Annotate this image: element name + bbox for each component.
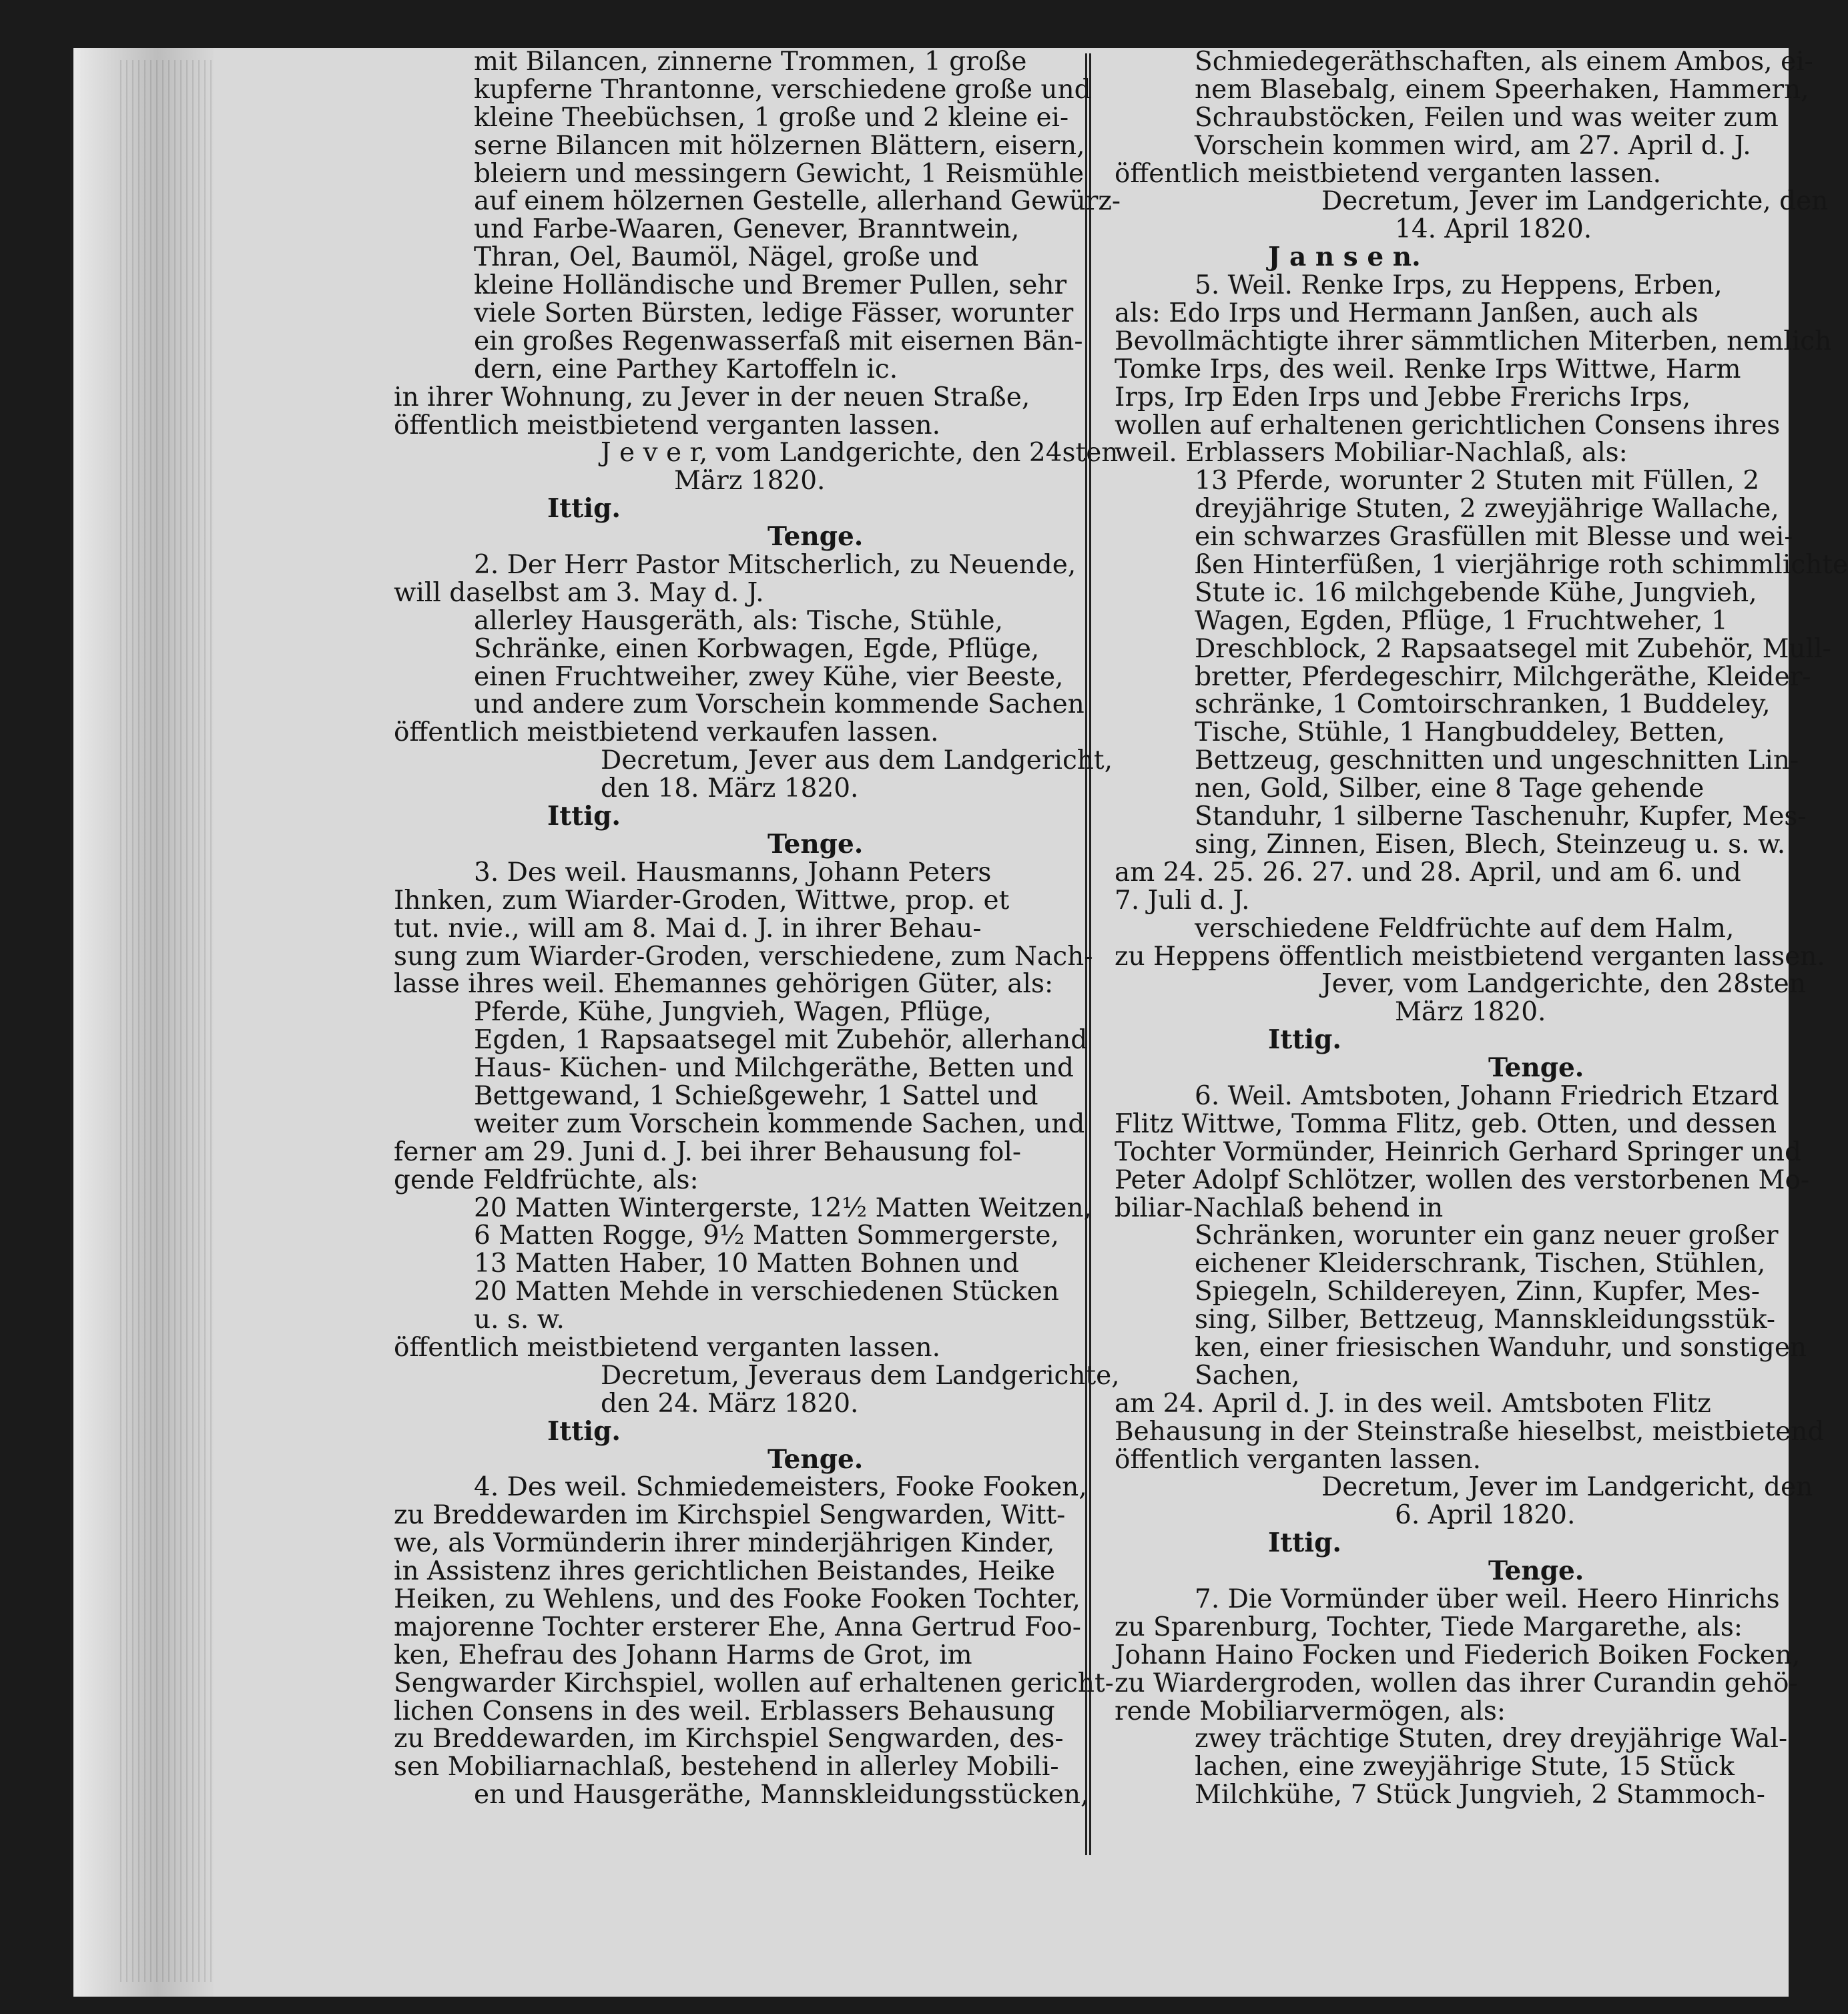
right-column-line: ßen Hinterfüßen, 1 vierjährige roth schimmlichte <box>1195 550 1848 581</box>
left-column-line: Pferde, Kühe, Jungvieh, Wagen, Pflüge, <box>474 997 992 1028</box>
left-column-line: zu Breddewarden im Kirchspiel Sengwarden, Witt- <box>394 1500 1066 1531</box>
right-column-line: Tische, Stühle, 1 Hangbuddeley, Betten, <box>1195 717 1725 748</box>
right-column-line: Johann Haino Focken und Fiederich Boiken Focken, <box>1115 1640 1801 1670</box>
right-column-line: Standuhr, 1 silberne Taschenuhr, Kupfer, Mes- <box>1195 801 1807 832</box>
right-column-line: dreyjährige Stuten, 2 zweyjährige Wallache, <box>1195 494 1779 525</box>
right-column-line: Stute ic. 16 milchgebende Kühe, Jungvieh, <box>1195 577 1757 608</box>
left-column-line: öffentlich meistbietend verkaufen lassen. <box>394 717 939 748</box>
left-column-line: Bettgewand, 1 Schießgewehr, 1 Sattel und <box>474 1080 1038 1111</box>
right-column-line: als: Edo Irps und Hermann Janßen, auch als <box>1115 298 1699 329</box>
left-column-line: we, als Vormünderin ihrer minderjährigen Kinder, <box>394 1528 1055 1559</box>
right-column-line: 5. Weil. Renke Irps, zu Heppens, Erben, <box>1195 270 1723 301</box>
right-column-line: Tenge. <box>1488 1052 1584 1084</box>
left-column-line: serne Bilancen mit hölzernen Blättern, eisern, <box>474 130 1085 161</box>
right-column-line: nem Blasebalg, einem Speerhaken, Hammern, <box>1195 74 1809 105</box>
right-column-line: Sachen, <box>1195 1360 1300 1391</box>
left-column-line: in Assistenz ihres gerichtlichen Beistandes, Heike <box>394 1556 1055 1587</box>
left-column-line: sung zum Wiarder-Groden, verschiedene, zum Nach- <box>394 941 1093 972</box>
left-column-line: den 18. März 1820. <box>601 773 859 804</box>
left-column-line: sen Mobiliarnachlaß, bestehend in allerley Mobili- <box>394 1752 1059 1782</box>
right-column-line: zu Sparenburg, Tochter, Tiede Margarethe, als: <box>1115 1612 1743 1642</box>
left-column-line: 20 Matten Mehde in verschiedenen Stücken <box>474 1277 1059 1307</box>
left-column-line: u. s. w. <box>474 1305 565 1335</box>
right-column-line: Tomke Irps, des weil. Renke Irps Wittwe, Harm <box>1115 354 1741 384</box>
left-column-line: viele Sorten Bürsten, ledige Fässer, worunter <box>474 298 1074 329</box>
left-column-line: kupferne Thrantonne, verschiedene große und <box>474 74 1091 105</box>
right-column <box>1115 47 1848 1810</box>
right-column-line: weil. Erblassers Mobiliar-Nachlaß, als: <box>1115 438 1628 468</box>
left-column-line: Decretum, Jeveraus dem Landgerichte, <box>601 1360 1120 1391</box>
left-column-line: gende Feldfrüchte, als: <box>394 1164 699 1195</box>
left-column-line: tut. nvie., will am 8. Mai d. J. in ihrer Behau- <box>394 913 982 944</box>
left-column-line: den 24. März 1820. <box>601 1388 859 1419</box>
right-column-line: am 24. April d. J. in des weil. Amtsboten Flitz <box>1115 1388 1711 1419</box>
right-column-line: Bevollmächtigte ihrer sämmtlichen Miterben, nemlich <box>1115 326 1832 356</box>
left-column-line: will daselbst am 3. May d. J. <box>394 577 764 608</box>
left-column-line: Tenge. <box>767 1443 864 1475</box>
right-column-line: Wagen, Egden, Pflüge, 1 Fruchtweher, 1 <box>1195 605 1728 636</box>
left-column-line: und andere zum Vorschein kommende Sachen <box>474 689 1085 720</box>
left-column-line: majorenne Tochter ersterer Ehe, Anna Gertrud Foo- <box>394 1612 1081 1642</box>
right-column-line: zwey trächtige Stuten, drey dreyjährige Wal- <box>1195 1724 1788 1754</box>
left-column-line: Ittig. <box>547 493 621 525</box>
right-column-line: Peter Adolpf Schlötzer, wollen des verstorbenen Mo- <box>1115 1164 1810 1195</box>
right-column-line: Schränken, worunter ein ganz neuer großer <box>1195 1221 1779 1251</box>
right-column-line: wollen auf erhaltenen gerichtlichen Consens ihres <box>1115 410 1781 440</box>
right-column-line: J a n s e n. <box>1268 242 1421 273</box>
right-column-line: Tochter Vormünder, Heinrich Gerhard Springer und <box>1115 1136 1801 1167</box>
left-column-line: mit Bilancen, zinnerne Trommen, 1 große <box>474 47 1027 77</box>
left-column-line: weiter zum Vorschein kommende Sachen, und <box>474 1108 1085 1139</box>
right-column-line: Ittig. <box>1268 1528 1341 1559</box>
left-column-line: und Farbe-Waaren, Genever, Branntwein, <box>474 214 1020 245</box>
right-column-line: 6. Weil. Amtsboten, Johann Friedrich Etzard <box>1195 1080 1779 1111</box>
right-column-line: lachen, eine zweyjährige Stute, 15 Stück <box>1195 1752 1735 1782</box>
left-column-line: Ittig. <box>547 801 621 832</box>
left-column-line: ferner am 29. Juni d. J. bei ihrer Behausung fol- <box>394 1136 1022 1167</box>
right-column-line: öffentlich meistbietend verganten lassen. <box>1115 158 1662 189</box>
left-column-line: bleiern und messingern Gewicht, 1 Reismühle <box>474 158 1085 189</box>
left-column-line: März 1820. <box>674 466 826 496</box>
left-column-line: 13 Matten Haber, 10 Matten Bohnen und <box>474 1249 1019 1279</box>
left-column-line: 2. Der Herr Pastor Mitscherlich, zu Neuende, <box>474 550 1076 581</box>
right-column-line: zu Heppens öffentlich meistbietend verganten lassen. <box>1115 941 1825 972</box>
left-column-line: öffentlich meistbietend verganten lassen. <box>394 1332 941 1363</box>
left-column-line: öffentlich meistbietend verganten lassen. <box>394 410 941 440</box>
right-column-line: 6. April 1820. <box>1395 1500 1576 1531</box>
right-column-line: Spiegeln, Schildereyen, Zinn, Kupfer, Mes- <box>1195 1277 1760 1307</box>
page-edge-lines <box>120 60 214 1982</box>
right-column-line: nen, Gold, Silber, eine 8 Tage gehende <box>1195 773 1705 804</box>
right-column-line: ein schwarzes Grasfüllen mit Blesse und wei- <box>1195 522 1793 553</box>
right-column-line: zu Wiardergroden, wollen das ihrer Curandin gehö- <box>1115 1668 1798 1698</box>
left-column-line: ken, Ehefrau des Johann Harms de Grot, im <box>394 1640 972 1670</box>
right-column-line: März 1820. <box>1395 997 1546 1028</box>
right-column-line: 7. Die Vormünder über weil. Heero Hinrichs <box>1195 1584 1780 1614</box>
left-column-line: in ihrer Wohnung, zu Jever in der neuen Straße, <box>394 382 1030 412</box>
right-column-line: Behausung in der Steinstraße hieselbst, meistbietend <box>1115 1416 1825 1447</box>
right-column-line: 7. Juli d. J. <box>1115 885 1250 916</box>
left-column-line: einen Fruchtweiher, zwey Kühe, vier Beeste, <box>474 661 1064 692</box>
left-column-line: Tenge. <box>767 521 864 553</box>
right-column-line: Vorschein kommen wird, am 27. April d. J. <box>1195 130 1751 161</box>
left-column-line: 20 Matten Wintergerste, 12½ Matten Weitzen, <box>474 1193 1093 1223</box>
left-column-line: 3. Des weil. Hausmanns, Johann Peters <box>474 857 992 888</box>
right-column-line: ken, einer friesischen Wanduhr, und sonstigen <box>1195 1332 1807 1363</box>
right-column-line: sing, Zinnen, Eisen, Blech, Steinzeug u. s. w. <box>1195 829 1786 860</box>
left-column-line: kleine Theebüchsen, 1 große und 2 kleine ei- <box>474 102 1069 133</box>
right-column-line: am 24. 25. 26. 27. und 28. April, und am 6. und <box>1115 857 1741 888</box>
right-column-line: Dreschblock, 2 Rapsaatsegel mit Zubehör, Mull- <box>1195 633 1831 664</box>
left-column-line: Tenge. <box>767 828 864 860</box>
right-column-line: schränke, 1 Comtoirschranken, 1 Buddeley, <box>1195 689 1771 720</box>
left-column-line: allerley Hausgeräth, als: Tische, Stühle, <box>474 605 1004 636</box>
left-column-line: lichen Consens in des weil. Erblassers Behausung <box>394 1696 1055 1726</box>
right-column-line: biliar-Nachlaß behend in <box>1115 1193 1444 1223</box>
left-column-line: Schränke, einen Korbwagen, Egde, Pflüge, <box>474 633 1040 664</box>
left-column-line: en und Hausgeräthe, Mannskleidungsstücken, <box>474 1780 1089 1810</box>
right-column-line: Irps, Irp Eden Irps und Jebbe Frerichs Irps, <box>1115 382 1691 412</box>
right-column-line: Milchkühe, 7 Stück Jungvieh, 2 Stammoch- <box>1195 1780 1765 1810</box>
right-column-line: rende Mobiliarvermögen, als: <box>1115 1696 1506 1726</box>
left-column-line: 6 Matten Rogge, 9½ Matten Sommergerste, <box>474 1221 1059 1251</box>
left-column-line: dern, eine Parthey Kartoffeln ic. <box>474 354 898 384</box>
left-column-line: Ittig. <box>547 1415 621 1447</box>
left-column-line: kleine Holländische und Bremer Pullen, sehr <box>474 270 1067 301</box>
right-column-line: Decretum, Jever im Landgerichte, den <box>1321 186 1829 217</box>
right-column-line: Schraubstöcken, Feilen und was weiter zum <box>1195 102 1779 133</box>
right-column-line: Schmiedegeräthschaften, als einem Ambos, ei- <box>1195 47 1813 77</box>
left-column-line: Thran, Oel, Baumöl, Nägel, große und <box>474 242 979 273</box>
left-column-line: Decretum, Jever aus dem Landgericht, <box>601 745 1113 776</box>
left-column-line: Ihnken, zum Wiarder-Groden, Wittwe, prop. et <box>394 885 1010 916</box>
right-column-line: Jever, vom Landgerichte, den 28sten <box>1321 969 1806 1000</box>
left-column-line: J e v e r, vom Landgerichte, den 24sten <box>601 438 1119 468</box>
left-column-line: Sengwarder Kirchspiel, wollen auf erhaltenen gericht- <box>394 1668 1114 1698</box>
left-column-line: Heiken, zu Wehlens, und des Fooke Fooken Tochter, <box>394 1584 1081 1614</box>
left-column-line: 4. Des weil. Schmiedemeisters, Fooke Fooken, <box>474 1472 1087 1503</box>
right-column-line: verschiedene Feldfrüchte auf dem Halm, <box>1195 913 1735 944</box>
left-column <box>394 47 1121 1810</box>
left-column-line: lasse ihres weil. Ehemannes gehörigen Güter, als: <box>394 969 1054 1000</box>
right-column-line: eichener Kleiderschrank, Tischen, Stühlen, <box>1195 1249 1766 1279</box>
left-column-line: zu Breddewarden, im Kirchspiel Sengwarden, des- <box>394 1724 1064 1754</box>
left-column-line: Egden, 1 Rapsaatsegel mit Zubehör, allerhand <box>474 1025 1088 1056</box>
left-column-line: auf einem hölzernen Gestelle, allerhand Gewürz- <box>474 186 1121 217</box>
right-column-line: Bettzeug, geschnitten und ungeschnitten Lin- <box>1195 745 1799 776</box>
left-column-line: ein großes Regenwasserfaß mit eisernen Bän- <box>474 326 1083 356</box>
right-column-line: Tenge. <box>1488 1556 1584 1587</box>
right-column-line: Ittig. <box>1268 1024 1341 1056</box>
right-column-line: Decretum, Jever im Landgericht, den <box>1321 1472 1813 1503</box>
right-column-line: öffentlich verganten lassen. <box>1115 1444 1482 1475</box>
right-column-line: 13 Pferde, worunter 2 Stuten mit Füllen, 2 <box>1195 466 1760 496</box>
right-column-line: Flitz Wittwe, Tomma Flitz, geb. Otten, und dessen <box>1115 1108 1777 1139</box>
right-column-line: 14. April 1820. <box>1395 214 1592 245</box>
left-column-line: Haus- Küchen- und Milchgeräthe, Betten und <box>474 1053 1074 1084</box>
right-column-line: bretter, Pferdegeschirr, Milchgeräthe, Kleider- <box>1195 661 1811 692</box>
right-column-line: sing, Silber, Bettzeug, Mannskleidungsstük- <box>1195 1305 1776 1335</box>
